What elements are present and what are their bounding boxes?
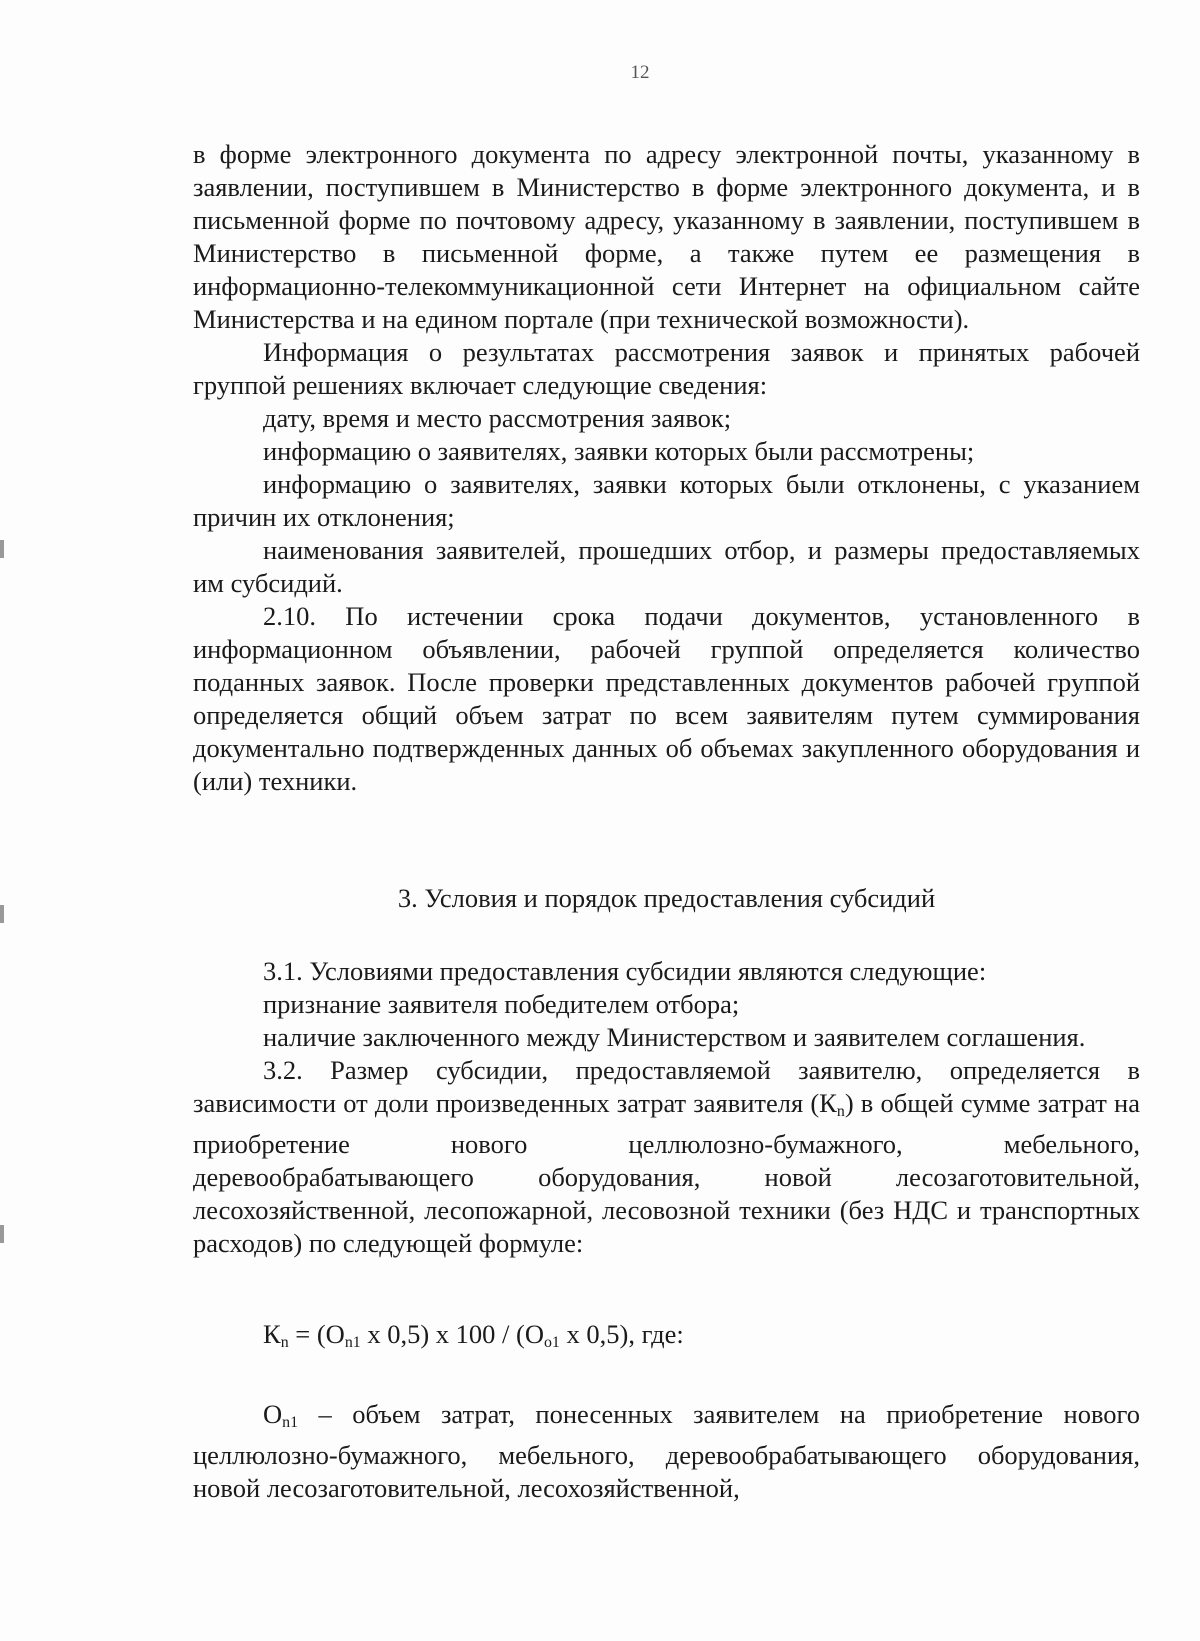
- page-number: 12: [630, 62, 650, 83]
- body-text-top: [193, 138, 1140, 798]
- paragraph: в форме электронного документа по адресу электронной почты, указанному в заявлении, поступившем в Министерство в форме электронного документа, и в письменной форме по почтовому адресу, указанному в заявлении, поступившем в Министерство в письменной форме, а также путем ее размещения в информационно-телекоммуникационной сети Интернет на официальном сайте Министерства и на едином портале (при технической возможности).: [193, 139, 1140, 334]
- paragraph-text: 3.2. Размер субсидии, предоставляемой заявителю, определяется в зависимости от доли произведенных затрат заявителя (К: [193, 1055, 1140, 1118]
- section-heading: 3. Условия и порядок предоставления субсидий: [397, 883, 936, 913]
- subscript: n1: [344, 1334, 361, 1351]
- subscript: n1: [282, 1414, 299, 1431]
- formula-block: [193, 1318, 1140, 1359]
- formula-text: х 0,5), где:: [559, 1319, 684, 1349]
- scan-edge-mark: [0, 905, 4, 923]
- subscript: o1: [543, 1334, 560, 1351]
- scan-edge-mark: [0, 1225, 4, 1243]
- list-item: информацию о заявителях, заявки которых были рассмотрены;: [263, 436, 975, 466]
- paragraph: Информация о результатах рассмотрения заявок и принятых рабочей группой решениях включает следующие сведения:: [193, 337, 1140, 400]
- list-item: дату, время и место рассмотрения заявок;: [263, 403, 732, 433]
- subscript: n: [280, 1334, 289, 1351]
- formula: [193, 1318, 1140, 1359]
- formula-text: = (О: [288, 1319, 345, 1349]
- definition: [193, 1398, 1140, 1505]
- paragraph-3-2: [193, 1054, 1140, 1260]
- scan-edge-mark: [0, 540, 4, 558]
- list-item: информацию о заявителях, заявки которых были отклонены, с указанием причин их отклонения;: [193, 469, 1140, 532]
- paragraph: 2.10. По истечении срока подачи документов, установленного в информационном объявлении, рабочей группой определяется количество поданных заявок. После проверки представленных документов рабочей группой определяется общий объем затрат по всем заявителям путем суммирования документально подтвержденных данных об объемах закупленного оборудования и (или) техники.: [193, 601, 1140, 796]
- subscript: n: [836, 1103, 845, 1120]
- formula-text: х 0,5) х 100 / (О: [360, 1319, 544, 1349]
- formula-text: К: [263, 1319, 281, 1349]
- paragraph: 3.1. Условиями предоставления субсидии являются следующие:: [263, 956, 987, 986]
- list-item: признание заявителя победителем отбора;: [263, 989, 740, 1019]
- definition-block: [193, 1398, 1140, 1505]
- list-item: наименования заявителей, прошедших отбор, и размеры предоставляемых им субсидий.: [193, 535, 1140, 598]
- section-heading-block: [193, 882, 1140, 915]
- list-item: наличие заключенного между Министерством и заявителем соглашения.: [263, 1022, 1086, 1052]
- definition-symbol: О: [263, 1399, 283, 1429]
- definition-text: – объем затрат, понесенных заявителем на приобретение нового целлюлозно-бумажного, мебельного, деревообрабатывающего оборудования, новой лесозаготовительной, лесохозяйственной,: [193, 1399, 1140, 1503]
- body-text-section: [193, 955, 1140, 1260]
- paragraph-text: ) в общей сумме затрат на приобретение нового целлюлозно-бумажного, мебельного, деревообрабатывающего оборудования, новой лесозаготовительной, лесохозяйственной, лесопожарной, лесовозной техники (без НДС и транспортных расходов) по следующей формуле:: [193, 1088, 1140, 1258]
